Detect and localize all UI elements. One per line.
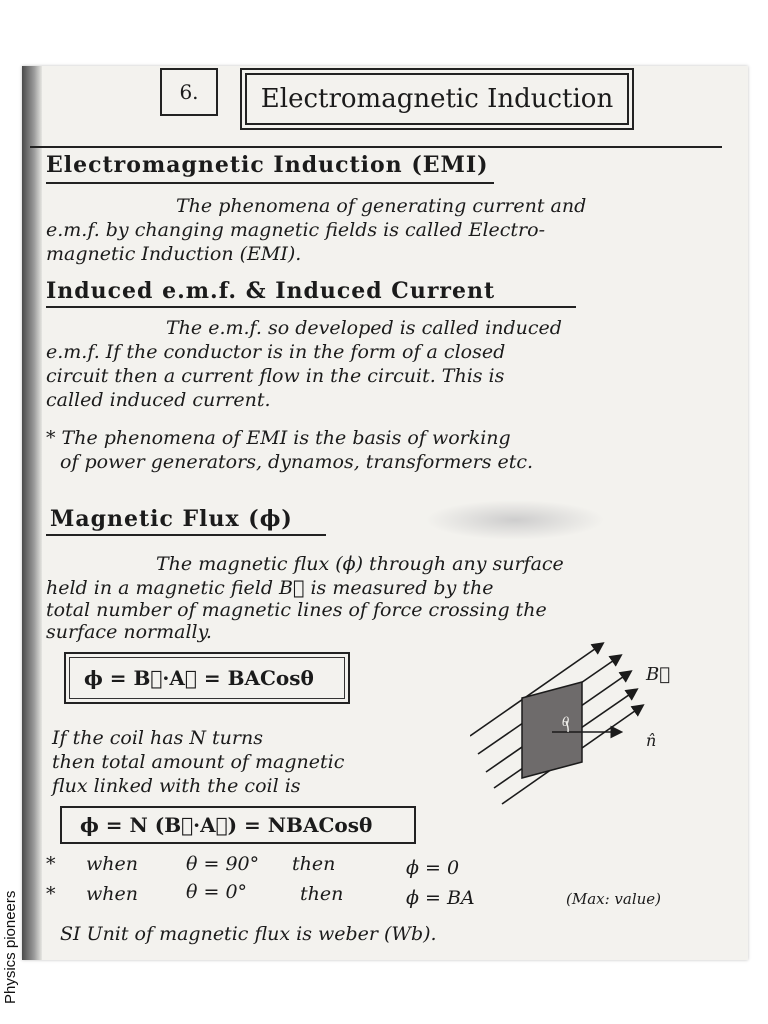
coil-surface bbox=[522, 682, 582, 778]
chapter-title: Electromagnetic Induction bbox=[240, 68, 634, 130]
emi-line-3: magnetic Induction (EMI). bbox=[46, 243, 302, 265]
flux-line-3: total number of magnetic lines of force crossing the bbox=[46, 599, 547, 621]
emi-line-2: e.m.f. by changing magnetic fields is called Electro- bbox=[46, 219, 546, 241]
normal-label: n̂ bbox=[646, 731, 657, 750]
chapter-number: 6. bbox=[160, 68, 218, 116]
page-binding bbox=[22, 66, 42, 960]
flux-n-turns-equation-box: ϕ = N (B⃗·A⃗) = NBACosθ bbox=[60, 806, 416, 844]
induced-line-3: circuit then a current flow in the circuit. This is bbox=[46, 365, 505, 387]
induced-line-1: The e.m.f. so developed is called induced bbox=[166, 317, 562, 339]
flux-heading: Magnetic Flux (ϕ) bbox=[50, 506, 293, 532]
case-1-then: then bbox=[292, 853, 336, 875]
flux-line-2: held in a magnetic field B⃗ is measured by the bbox=[46, 577, 494, 599]
flux-line-1: The magnetic flux (ϕ) through any surface bbox=[156, 553, 564, 575]
flux-equation-box: ϕ = B⃗·A⃗ = BACosθ bbox=[64, 652, 350, 704]
note-line-1: * The phenomena of EMI is the basis of working bbox=[46, 427, 511, 449]
coil-line-1: If the coil has N turns bbox=[52, 727, 263, 749]
induced-underline bbox=[46, 306, 576, 308]
case-2-bullet: * bbox=[46, 883, 56, 905]
angle-label: θ bbox=[562, 715, 570, 729]
case-2-condition: θ = 0° bbox=[186, 881, 248, 903]
case-1-bullet: * bbox=[46, 853, 56, 875]
note-line-2: of power generators, dynamos, transformers etc. bbox=[60, 451, 534, 473]
case-2-when: when bbox=[86, 883, 138, 905]
coil-line-2: then total amount of magnetic bbox=[52, 751, 345, 773]
induced-heading: Induced e.m.f. & Induced Current bbox=[46, 278, 496, 304]
emi-line-1: The phenomena of generating current and bbox=[176, 195, 587, 217]
flux-line-4: surface normally. bbox=[46, 621, 212, 643]
case-2-then: then bbox=[300, 883, 344, 905]
emi-heading: Electromagnetic Induction (EMI) bbox=[46, 152, 489, 178]
induced-line-4: called induced current. bbox=[46, 389, 271, 411]
header-rule bbox=[30, 146, 722, 148]
smudge bbox=[425, 500, 605, 540]
case-1-result: ϕ = 0 bbox=[406, 857, 460, 879]
watermark: Physics pioneers bbox=[2, 890, 19, 1004]
case-2-result: ϕ = BA bbox=[406, 887, 475, 909]
emi-underline bbox=[46, 182, 494, 184]
flux-underline bbox=[46, 534, 326, 536]
si-unit-line: SI Unit of magnetic flux is weber (Wb). bbox=[60, 923, 437, 945]
flux-diagram bbox=[470, 636, 700, 816]
b-field-label: B⃗ bbox=[646, 664, 671, 685]
case-2-note: (Max: value) bbox=[566, 890, 662, 908]
induced-line-2: e.m.f. If the conductor is in the form of a closed bbox=[46, 341, 506, 363]
coil-line-3: flux linked with the coil is bbox=[52, 775, 301, 797]
case-1-condition: θ = 90° bbox=[186, 853, 260, 875]
case-1-when: when bbox=[86, 853, 138, 875]
